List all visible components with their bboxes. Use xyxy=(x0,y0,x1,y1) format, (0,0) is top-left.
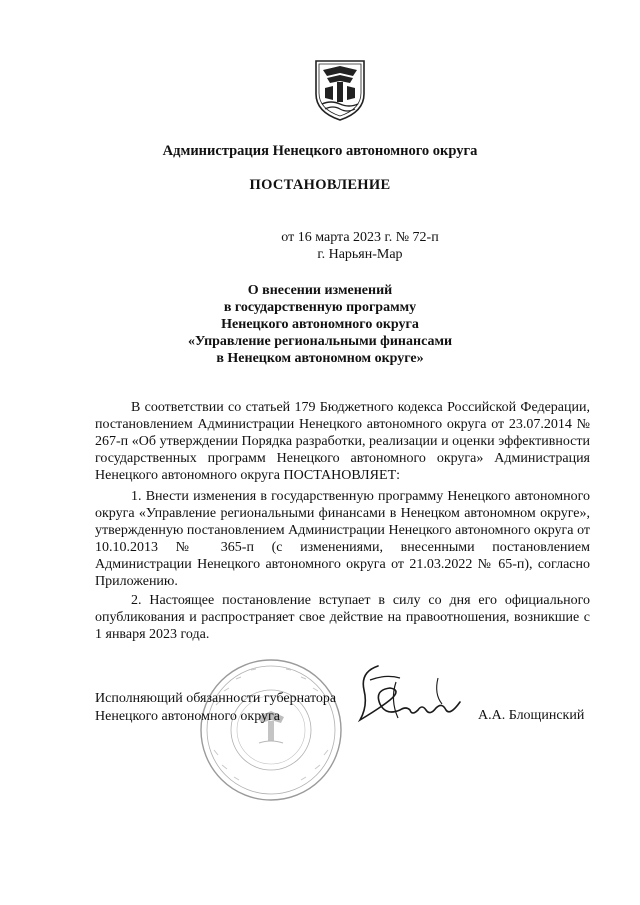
document-subject xyxy=(0,282,640,367)
body-paragraph-preamble xyxy=(95,399,590,484)
subject-line: «Управление региональными финансами xyxy=(187,334,453,349)
signatory-position xyxy=(95,690,336,726)
paragraph-text: 2. Настоящее постановление вступает в силу со дня его официального опубликования и распространяет свое действие на правоотношения, возникшие с 1 января 2023 года. xyxy=(95,593,590,642)
organization-name: Администрация Ненецкого автономного округа xyxy=(162,143,478,159)
subject-line: Ненецкого автономного округа xyxy=(221,317,419,332)
handwritten-signature xyxy=(350,660,470,735)
subject-line: в государственную программу xyxy=(223,300,417,315)
document-type: ПОСТАНОВЛЕНИЕ xyxy=(249,177,391,193)
body-paragraph-item-2 xyxy=(95,592,590,643)
subject-line: О внесении изменений xyxy=(247,283,393,298)
coat-of-arms-icon xyxy=(313,58,367,122)
official-seal-stamp xyxy=(196,655,346,805)
position-line: Ненецкого автономного округа xyxy=(95,709,280,724)
paragraph-text: 1. Внести изменения в государственную программу Ненецкого автономного округа «Управление региональными финансами в Ненецком автономном округе», утвержденную постановлением Администрации Ненецкого автономного округа от 10.10.2013 № 365-п (с изменениями, внесенными постановлением Администрации Ненецкого автономного округа от 21.03.2022 № 65-п), согласно Приложению. xyxy=(95,489,590,589)
signatory-name: А.А. Блощинский xyxy=(478,708,585,723)
document-city: г. Нарьян-Мар xyxy=(317,247,403,262)
document-date-number: от 16 марта 2023 г. № 72-п xyxy=(281,230,439,245)
subject-line: в Ненецком автономном округе» xyxy=(216,351,424,366)
body-paragraph-item-1 xyxy=(95,488,590,590)
position-line: Исполняющий обязанности губернатора xyxy=(95,691,337,706)
paragraph-text: В соответствии со статьей 179 Бюджетного кодекса Российской Федерации, постановлением Администрации Ненецкого автономного округа от 23.07.2014 № 267-п «Об утверждении Порядка разработки, реализации и оценки эффективности государственных программ Ненецкого автономного округа» Администрация Ненецкого автономного округа ПОСТАНОВЛЯЕТ: xyxy=(95,400,590,483)
